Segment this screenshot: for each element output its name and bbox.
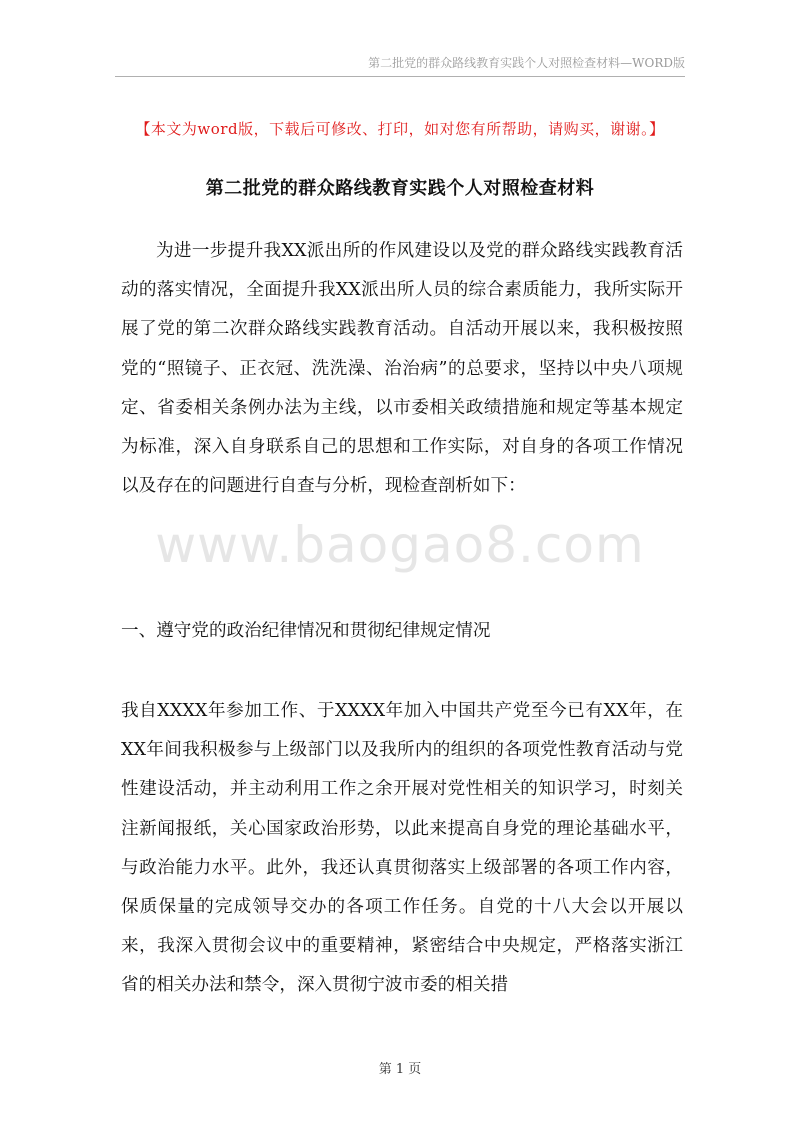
download-notice: 【本文为word版，下载后可修改、打印，如对您有所帮助，请购买，谢谢。】 (135, 120, 665, 138)
section-1-paragraph: 我自XXXX年参加工作、于XXXX年加入中国共产党至今已有XX年，在XX年间我积极参与上级部门以及我所内的组织的各项党性教育活动与党性建设活动，并主动利用工作之余开展对党性相关的知识学习，时刻关注新闻报纸，关心国家政治形势，以此来提高自身党的理论基础水平，与政治能力水平。此外，我还认真贯彻落实上级部署的各项工作内容，保质保量的完成领导交办的各项工作任务。自党的十八大会以开展以来，我深入贯彻会议中的重要精神，紧密结合中央规定，严格落实浙江省的相关办法和禁令，深入贯彻宁波市委的相关措 (121, 701, 683, 996)
site-watermark: www.baogao8.com (155, 516, 645, 574)
page-number: 第 1 页 (378, 1062, 422, 1077)
intro-paragraph: 为进一步提升我XX派出所的作风建设以及党的群众路线实践教育活动的落实情况，全面提升我XX派出所人员的综合素质能力，我所实际开展了党的第二次群众路线实践教育活动。自活动开展以来，我积极按照党的“照镜子、正衣冠、洗洗澡、治治病”的总要求，坚持以中央八项规定、省委相关条例办法为主线，以市委相关政绩措施和规定等基本规定为标准，深入自身联系自己的思想和工作实际，对自身的各项工作情况以及存在的问题进行自查与分析，现检查剖析如下： (121, 241, 683, 497)
header-divider (115, 76, 685, 77)
section-heading-1: 一、遵守党的政治纪律情况和贯彻纪律规定情况 (121, 621, 491, 641)
running-header: 第二批党的群众路线教育实践个人对照检查材料—WORD版 (368, 56, 685, 70)
document-title: 第二批党的群众路线教育实践个人对照检查材料 (205, 178, 595, 199)
